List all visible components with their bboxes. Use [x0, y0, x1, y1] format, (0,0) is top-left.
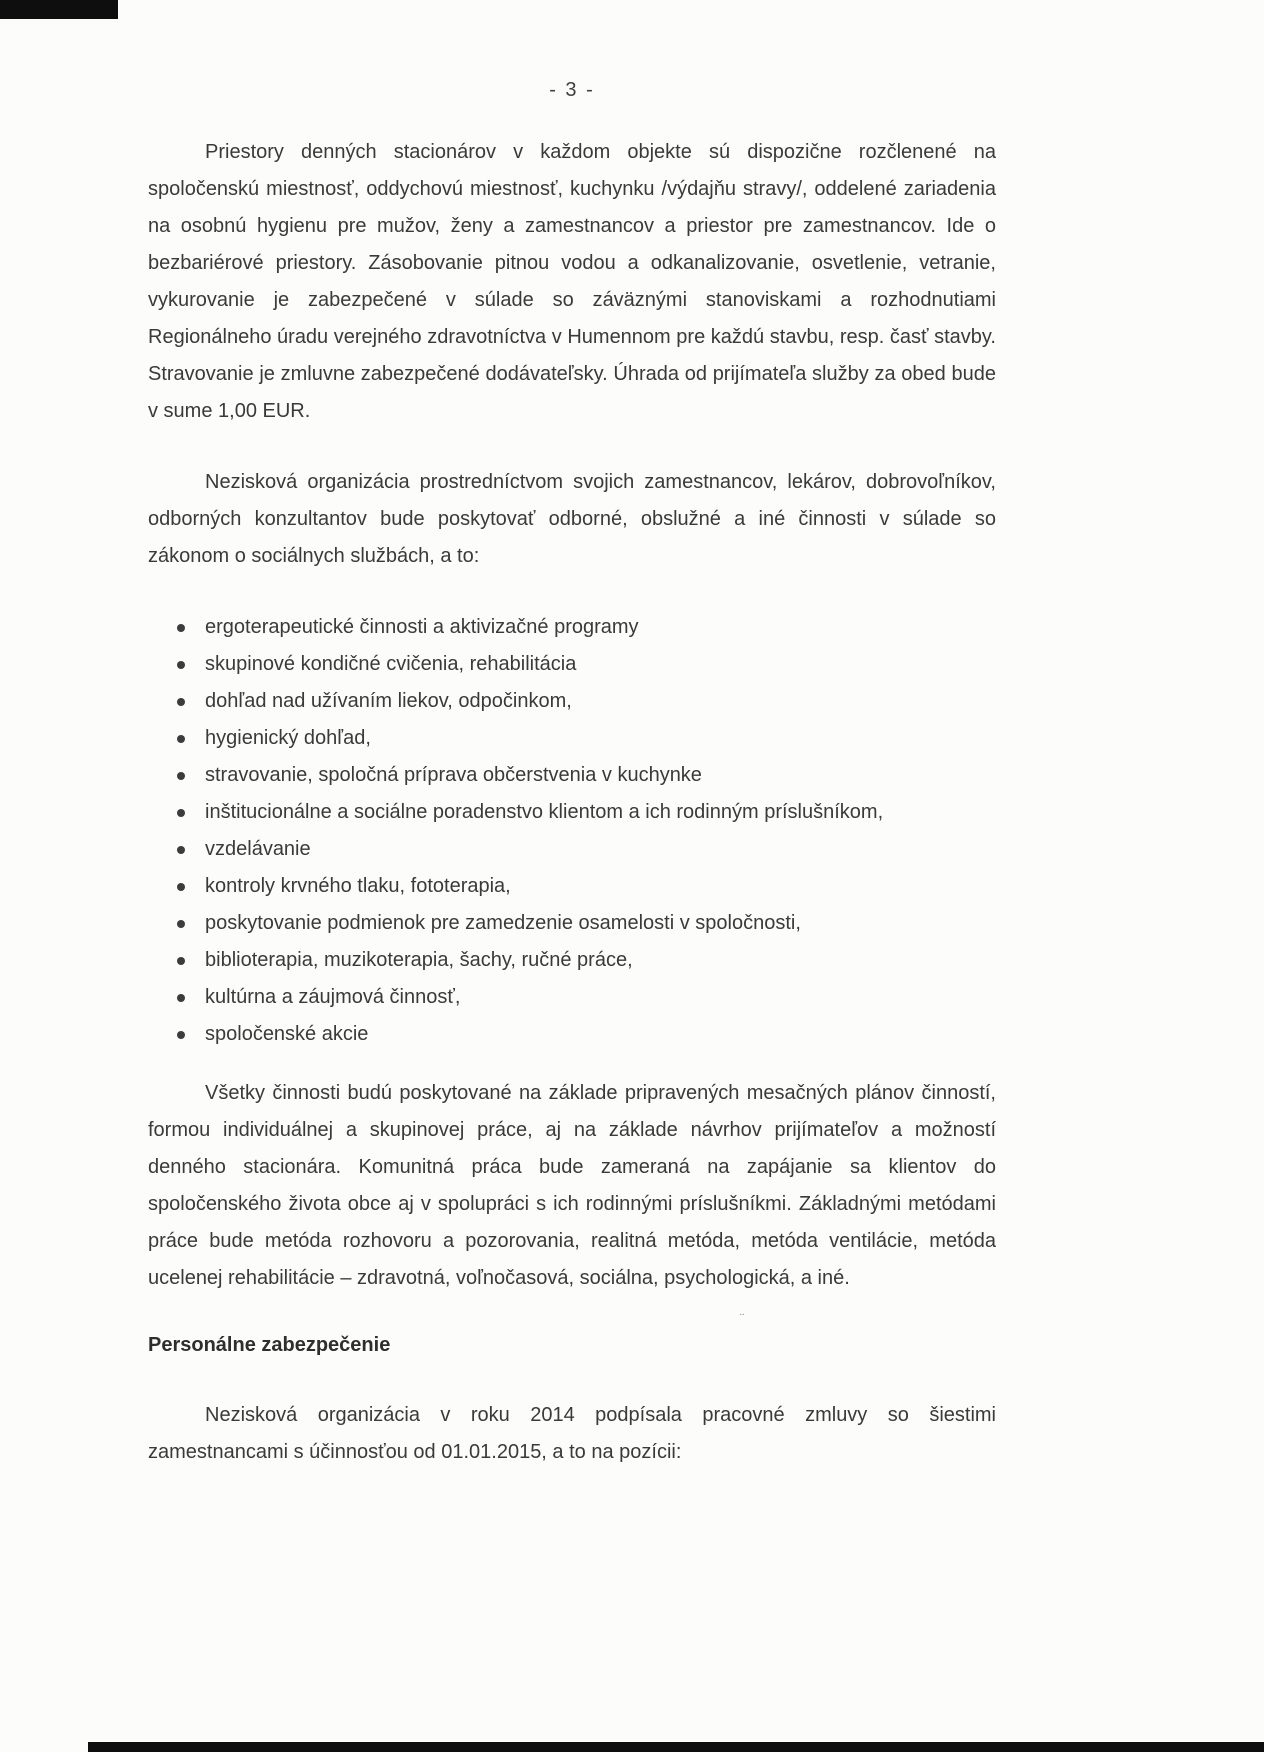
- bullet-icon: [177, 735, 185, 743]
- activity-list-item: [148, 683, 996, 720]
- scan-artifact-bottom: [88, 1742, 1264, 1752]
- activity-text: stravovanie, spoločná príprava občerstvenia v kuchynke: [205, 764, 702, 786]
- page-number: - 3 -: [549, 79, 595, 101]
- activity-list-item: [148, 720, 996, 757]
- paragraph-activity-plans: Všetky činnosti budú poskytované na základe pripravených mesačných plánov činností, formou individuálnej a skupinovej práce, aj na základe návrhov prijímateľov a možností denného stacionára. Komunitná práca bude zameraná na zapájanie sa klientov do spoločenského života obce aj v spolupráci s ich rodinnými príslušníkmi. Základnými metódami práce bude metóda rozhovoru a pozorovania, realitná metóda, metóda ventilácie, metóda ucelenej rehabilitácie – zdravotná, voľnočasová, sociálna, psychologická, a iné.: [148, 1082, 996, 1289]
- activity-text: skupinové kondičné cvičenia, rehabilitácia: [205, 653, 577, 675]
- activity-text: kultúrna a záujmová činnosť,: [205, 986, 461, 1008]
- activity-text: kontroly krvného tlaku, fototerapia,: [205, 875, 511, 897]
- activity-text: spoločenské akcie: [205, 1023, 369, 1045]
- activity-text: ergoterapeutické činnosti a aktivizačné programy: [205, 616, 639, 638]
- activity-list-item: [148, 942, 996, 979]
- bullet-icon: [177, 809, 185, 817]
- bullet-icon: [177, 920, 185, 928]
- activity-list-item: [148, 757, 996, 794]
- activities-list: [148, 609, 996, 1053]
- activity-list-item: [148, 831, 996, 868]
- paragraph-services-intro: Nezisková organizácia prostredníctvom svojich zamestnancov, lekárov, dobrovoľníkov, odborných konzultantov bude poskytovať odborné, obslužné a iné činnosti v súlade so zákonom o sociálnych službách, a to:: [148, 471, 996, 567]
- bullet-icon: [177, 698, 185, 706]
- bullet-icon: [177, 846, 185, 854]
- activity-text: dohľad nad užívaním liekov, odpočinkom,: [205, 690, 572, 712]
- bullet-icon: [177, 661, 185, 669]
- scan-artifact-top-left: [0, 0, 118, 19]
- bullet-icon: [177, 772, 185, 780]
- activity-text: hygienický dohľad,: [205, 727, 371, 749]
- activity-text: vzdelávanie: [205, 838, 311, 860]
- paragraph-premises: Priestory denných stacionárov v každom objekte sú dispozične rozčlenené na spoločenskú miestnosť, oddychovú miestnosť, kuchynku /výdajňu stravy/, oddelené zariadenia na osobnú hygienu pre mužov, ženy a zamestnancov a priestor pre zamestnancov. Ide o bezbariérové priestory. Zásobovanie pitnou vodou a odkanalizovanie, osvetlenie, vetranie, vykurovanie je zabezpečené v súlade so záväznými stanoviskami a rozhodnutiami Regionálneho úradu verejného zdravotníctva v Humennom pre každú stavbu, resp. časť stavby. Stravovanie je zmluvne zabezpečené dodávateľsky. Úhrada od prijímateľa služby za obed bude v sume 1,00 EUR.: [148, 141, 996, 422]
- activity-list-item: [148, 794, 996, 831]
- activity-list-item: [148, 868, 996, 905]
- activity-text: biblioterapia, muzikoterapia, šachy, ručné práce,: [205, 949, 633, 971]
- activity-list-item: [148, 979, 996, 1016]
- bullet-icon: [177, 624, 185, 632]
- activity-list-item: [148, 646, 996, 683]
- activity-list-item: [148, 609, 996, 646]
- paragraph-employment: Nezisková organizácia v roku 2014 podpísala pracovné zmluvy so šiestimi zamestnancami s účinnosťou od 01.01.2015, a to na pozícii:: [148, 1404, 996, 1463]
- bullet-icon: [177, 1031, 185, 1039]
- section-heading-personnel: Personálne zabezpečenie: [148, 1334, 391, 1356]
- activity-list-item: [148, 905, 996, 942]
- activity-text: poskytovanie podmienok pre zamedzenie osamelosti v spoločnosti,: [205, 912, 801, 934]
- bullet-icon: [177, 994, 185, 1002]
- bullet-icon: [177, 957, 185, 965]
- activity-list-item: [148, 1016, 996, 1053]
- activity-text: inštitucionálne a sociálne poradenstvo klientom a ich rodinným príslušníkom,: [205, 801, 884, 823]
- bullet-icon: [177, 883, 185, 891]
